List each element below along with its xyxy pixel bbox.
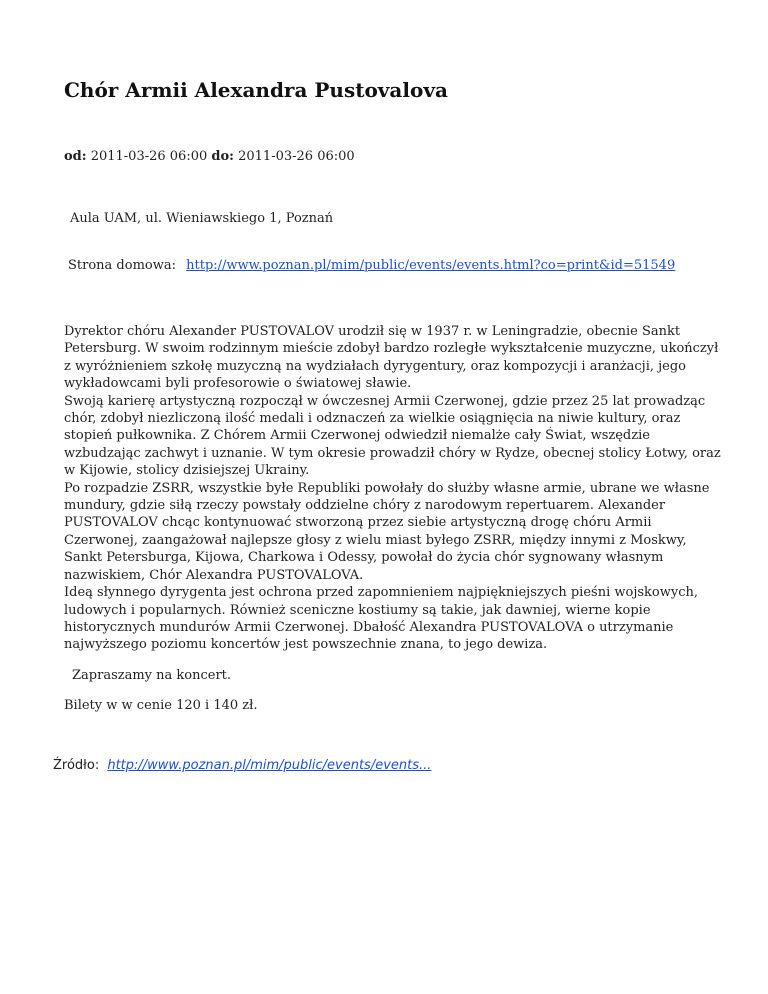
event-dates	[64, 148, 355, 166]
invitation-text: Zapraszamy na koncert.	[72, 668, 232, 683]
page-title: Chór Armii Alexandra Pustovalova	[64, 78, 448, 102]
description-paragraph: Swoją karierę artystyczną rozpoczął w ówczesnej Armii Czerwonej, gdzie przez 25 lat prowadząc chór, zdobył niezliczoną ilość medali i odznaczeń za wielkie osiągnięcia na niwie kultury, oraz stopień pułkownika. Z Chórem Armii Czerwonej odwiedził niemalże cały Świat, wszędzie wzbudzając zachwyt i uznanie. W tym okresie prowadził chóry w Rydze, obecnej stolicy Łotwy, oraz w Kijowie, stolicy dzisiejszej Ukrainy.	[64, 393, 721, 479]
to-label: do:	[211, 149, 234, 164]
event-location: Aula UAM, ul. Wieniawskiego 1, Poznań	[70, 211, 334, 226]
description-paragraph: Dyrektor chóru Alexander PUSTOVALOV urodził się w 1937 r. w Leningradzie, obecnie Sankt Petersburg. W swoim rodzinnym mieście zdobył bardzo rozległe wykształcenie muzyczne, ukończył z wyróżnieniem szkołę muzyczną na wydziałach dyrygentury, oraz kompozycji i aranżacji, jego wykładowcami byli profesorowie o światowej sławie.	[64, 324, 719, 392]
event-description	[64, 323, 724, 654]
from-value: 2011-03-26 06:00	[90, 149, 208, 164]
source-link[interactable]: http://www.poznan.pl/mim/public/events/events...	[107, 758, 432, 773]
homepage-link[interactable]: http://www.poznan.pl/mim/public/events/events.html?co=print&id=51549	[186, 258, 676, 273]
homepage-label: Strona domowa:	[68, 258, 176, 273]
from-label: od:	[64, 149, 87, 164]
description-paragraph: Ideą słynnego dyrygenta jest ochrona przed zapomnieniem najpiękniejszych pieśni wojskowych, ludowych i popularnych. Również sceniczne kostiumy są takie, jak dawniej, wierne kopie historycznych mundurów Armii Czerwonej. Dbałość Alexandra PUSTOVALOVA o utrzymanie najwyższego poziomu koncertów jest powszechnie znana, to jego dewiza.	[64, 585, 698, 653]
description-paragraph: Po rozpadzie ZSRR, wszystkie byłe Republiki powołały do służby własne armie, ubrane we własne mundury, gdzie siłą rzeczy powstały oddzielne chóry z narodowym repertuarem. Alexander PUSTOVALOV chcąc kontynuować stworzoną przez siebie artystyczną drogę chóru Armii Czerwonej, zaangażował najlepsze głosy z wielu miast byłego ZSRR, między innymi z Moskwy, Sankt Petersburga, Kijowa, Charkowa i Odessy, powołał do życia chór sygnowany własnym nazwiskiem, Chór Alexandra PUSTOVALOVA.	[64, 480, 710, 583]
tickets-info: Bilety w w cenie 120 i 140 zł.	[64, 698, 258, 713]
source-row	[53, 757, 431, 775]
to-value: 2011-03-26 06:00	[238, 149, 355, 164]
homepage-row	[68, 257, 675, 275]
source-label: Źródło:	[53, 758, 100, 773]
